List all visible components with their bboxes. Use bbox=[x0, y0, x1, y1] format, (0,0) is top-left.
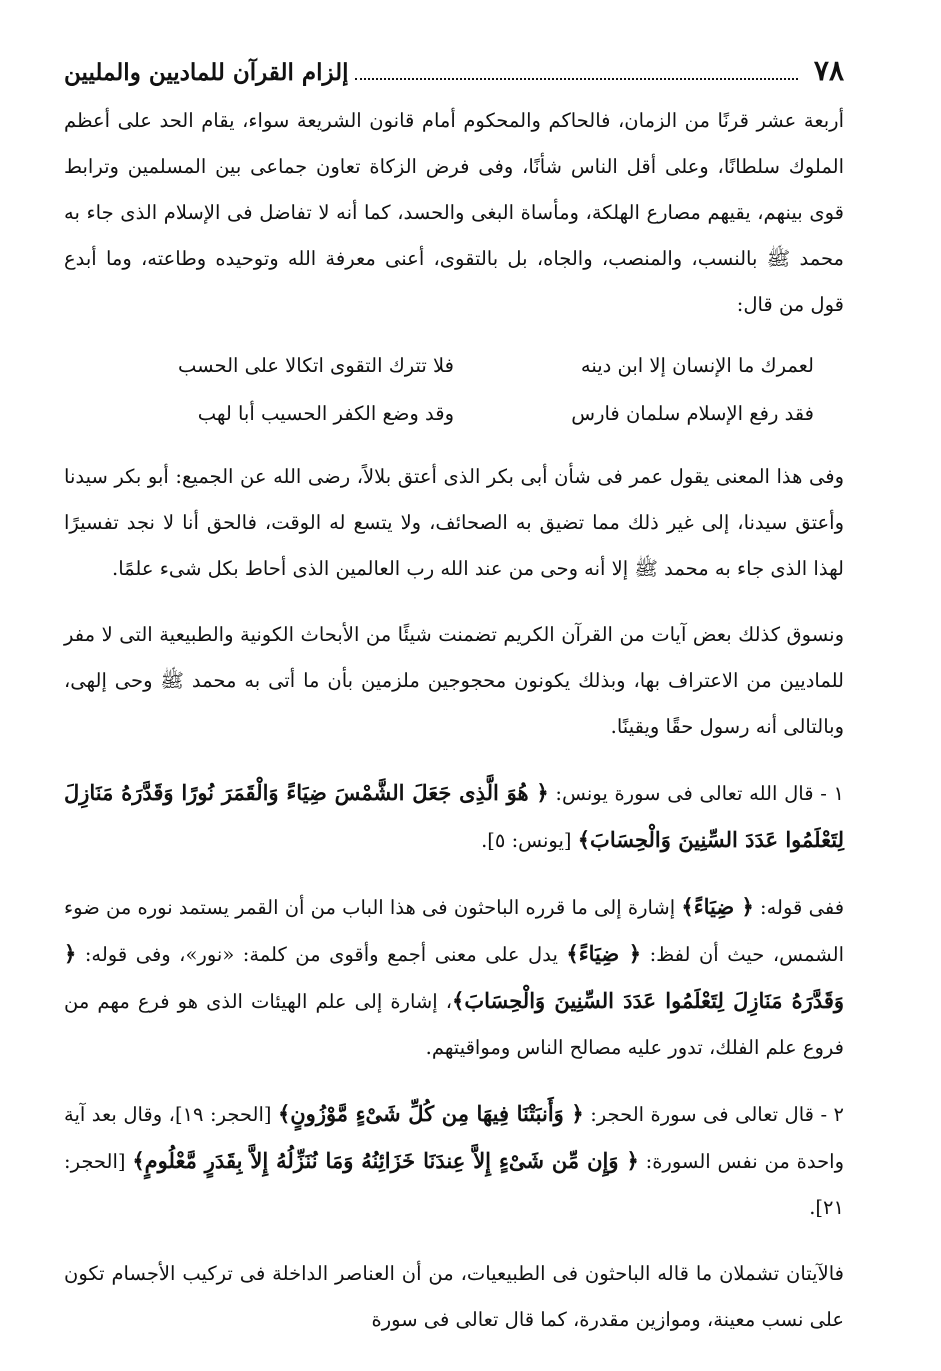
verse-1-first-hemistich: لعمرك ما الإنسان إلا ابن دينه bbox=[580, 354, 814, 377]
para-4-text-4: ، إشارة إلى علم الهيئات الذى هو فرع مهم من فروع علم الفلك، تدور عليه مصالح الناس ومواقيتهم. bbox=[64, 990, 844, 1059]
book-page bbox=[64, 46, 844, 1346]
quran-word-diyaa-2: ﴿ ضِيَاءً﴾ bbox=[566, 941, 642, 966]
paragraph-1: أربعة عشر قرنًا من الزمان، فالحاكم والمحكوم أمام قانون الشريعة سواء، يقام الحد على أعظم الملوك سلطانًا، وعلى أقل الناس شأنًا، وفى فرض الزكاة تعاون جماعى بين المسلمين وترابط قوى بينهم، يقيهم مصارع الهلكة، ومأساة البغى والحسد، كما أنه لا تفاضل فى الإسلام الذى جاء به محمد ﷺ بالنسب، والمنصب، والجاه، بل بالتقوى، أعنى معرفة الله وتوحيده وطاعته، وما أبدع قول من قال: bbox=[64, 109, 844, 316]
paragraph-5: فالآيتان تشملان ما قاله الباحثون فى الطبيعيات، من أن العناصر الداخلة فى تركيب الأجسام تكون على نسب معينة، وموازين مقدرة، كما قال تعالى فى سورة bbox=[64, 1262, 844, 1331]
quran-verse-hijr-19: ﴿ وَأَنبَتْنَا فِيهَا مِن كُلِّ شَىْءٍ مَّوْزُونٍ﴾ bbox=[277, 1101, 584, 1126]
item-2-reference-1: [الحجر: ١٩]، وقال بعد آية واحدة من نفس السورة: bbox=[64, 1103, 845, 1173]
para-4-text-2: إشارة إلى ما قرره الباحثون فى هذا الباب من أن القمر يستمد نوره من ضوء الشمس، حيث أن لفظ: bbox=[64, 896, 844, 966]
quran-phrase-manazil: ﴿ وَقَدَّرَهُ مَنَازِلَ لِتَعْلَمُوا عَدَدَ السِّنِينَ وَالْحِسَابَ﴾ bbox=[64, 941, 845, 1013]
verse-2-first-hemistich: فقد رفع الإسلام سلمان فارس bbox=[571, 402, 814, 425]
quran-verse-hijr-21: ﴿ وَإِن مِّن شَىْءٍ إِلاَّ عِندَنَا خَزَائِنُهُ وَمَا نُنَزِّلُهُ إِلاَّ بِقَدَرٍ مَّعْلُومٍ﴾ bbox=[132, 1148, 639, 1173]
running-title: إلزام القرآن للماديين والمليين bbox=[64, 59, 349, 86]
item-2-reference-2: [الحجر: ٢١]. bbox=[64, 1150, 844, 1219]
item-1-lead: ١ - قال الله تعالى فى سورة يونس: bbox=[555, 782, 844, 805]
item-1-reference: [يونس: ٥]. bbox=[481, 829, 572, 852]
page-header bbox=[64, 46, 844, 96]
numbered-item-1 bbox=[64, 770, 844, 864]
verse-1-second-hemistich: فلا تترك التقوى اتكالا على الحسب bbox=[177, 354, 454, 377]
header-leader-dots bbox=[355, 77, 798, 80]
page-number: ٧٨ bbox=[813, 54, 844, 87]
quran-verse-yunus: ﴿ هُوَ الَّذِى جَعَلَ الشَّمْسَ ضِيَاءً وَالْقَمَرَ نُورًا وَقَدَّرَهُ مَنَازِلَ لِتَعْلَمُوا عَدَدَ السِّنِينَ وَالْحِسَابَ﴾ bbox=[64, 780, 844, 852]
poem-block bbox=[64, 342, 844, 438]
quran-word-diyaa-1: ﴿ ضِيَاءً﴾ bbox=[681, 894, 754, 919]
para-4-text-1: ففى قوله: bbox=[760, 896, 845, 919]
paragraph-4 bbox=[64, 884, 844, 1071]
poem-verse-2 bbox=[124, 390, 814, 438]
poem-verse-1 bbox=[124, 342, 814, 390]
para-4-text-3: يدل على معنى أجمع وأقوى من كلمة: «نور»، وفى قوله: bbox=[84, 943, 558, 966]
paragraph-3: ونسوق كذلك بعض آيات من القرآن الكريم تضمنت شيئًا من الأبحاث الكونية والطبيعية التى لا مفر للماديين من الاعتراف بها، وبذلك يكونون محجوجين ملزمين بأن ما أتى به محمد ﷺ وحى إلهى، وبالتالى أنه رسول حقًا ويقينًا. bbox=[64, 623, 844, 738]
paragraph-2: وفى هذا المعنى يقول عمر فى شأن أبى بكر الذى أعتق بلالاً، رضى الله عن الجميع: أبو بكر سيدنا وأعتق سيدنا، إلى غير ذلك مما تضيق به الصحائف، ولا يتسع له الوقت، فالحق أنا لا نجد تفسيرًا لهذا الذى جاء به محمد ﷺ إلا أنه وحى من عند الله رب العالمين الذى أحاط بكل شىء علمًا. bbox=[64, 465, 844, 580]
item-2-lead: ٢ - قال تعالى فى سورة الحجر: bbox=[590, 1103, 845, 1126]
numbered-item-2 bbox=[64, 1091, 844, 1231]
verse-2-second-hemistich: وقد وضع الكفر الحسيب أبا لهب bbox=[197, 402, 454, 425]
